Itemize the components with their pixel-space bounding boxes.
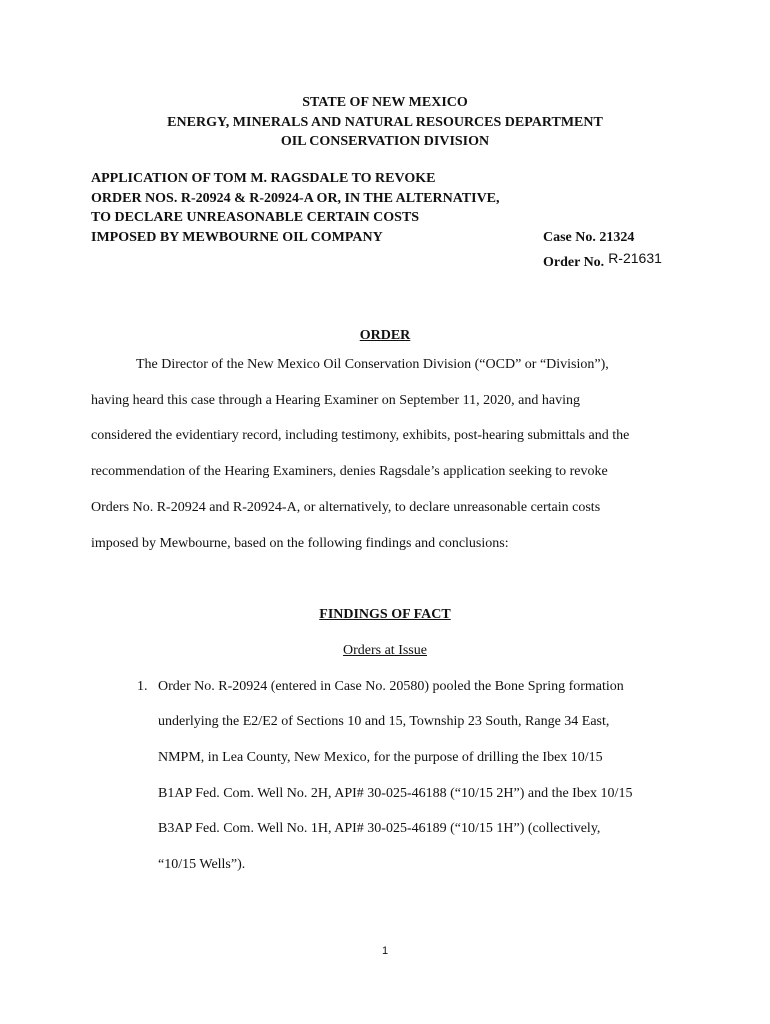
order-paragraph-line-2: having heard this case through a Hearing Examiner on September 11, 2020, and having xyxy=(91,393,580,408)
order-paragraph-line-1: The Director of the New Mexico Oil Conservation Division (“OCD” or “Division”), xyxy=(136,357,609,372)
header-state: STATE OF NEW MEXICO xyxy=(302,95,468,110)
order-paragraph-line-5: Orders No. R-20924 and R-20924-A, or alternatively, to declare unreasonable certain costs xyxy=(91,500,601,515)
order-paragraph-line-6: imposed by Mewbourne, based on the following findings and conclusions: xyxy=(91,536,509,551)
caption-line-2: ORDER NOS. R-20924 & R-20924-A OR, IN THE ALTERNATIVE, xyxy=(91,191,500,206)
finding-1-line-2: underlying the E2/E2 of Sections 10 and 15, Township 23 South, Range 34 East, xyxy=(158,714,610,729)
case-number xyxy=(543,229,634,247)
page-number: 1 xyxy=(381,945,389,957)
finding-1-line-4: B1AP Fed. Com. Well No. 2H, API# 30-025-46188 (“10/15 2H”) and the Ibex 10/15 xyxy=(158,786,633,801)
order-paragraph-line-4: recommendation of the Hearing Examiners, denies Ragsdale’s application seeking to revoke xyxy=(91,464,608,479)
finding-1-line-1: Order No. R-20924 (entered in Case No. 20580) pooled the Bone Spring formation xyxy=(158,679,624,694)
finding-1-line-5: B3AP Fed. Com. Well No. 1H, API# 30-025-46189 (“10/15 1H”) (collectively, xyxy=(158,821,601,836)
order-title: ORDER xyxy=(359,328,411,343)
caption-line-3: TO DECLARE UNREASONABLE CERTAIN COSTS xyxy=(91,210,420,225)
finding-1-number: 1. xyxy=(137,679,148,694)
findings-subtitle: Orders at Issue xyxy=(343,643,427,658)
caption-line-1: APPLICATION OF TOM M. RAGSDALE TO REVOKE xyxy=(91,171,436,186)
caption-line-4: IMPOSED BY MEWBOURNE OIL COMPANY xyxy=(91,230,383,245)
order-number-label: Order No. xyxy=(543,255,605,270)
header-department: ENERGY, MINERALS AND NATURAL RESOURCES DEPARTMENT xyxy=(167,115,603,130)
finding-1-line-3: NMPM, in Lea County, New Mexico, for the purpose of drilling the Ibex 10/15 xyxy=(158,750,603,765)
order-number xyxy=(543,252,662,272)
header-division: OIL CONSERVATION DIVISION xyxy=(280,134,490,149)
order-number-value: R-21631 xyxy=(608,250,662,266)
finding-1-line-6: “10/15 Wells”). xyxy=(158,857,246,872)
findings-title: FINDINGS OF FACT xyxy=(319,607,451,622)
order-paragraph-line-3: considered the evidentiary record, including testimony, exhibits, post-hearing submittals and the xyxy=(91,428,630,443)
case-number-label: Case No. 21324 xyxy=(543,230,635,245)
